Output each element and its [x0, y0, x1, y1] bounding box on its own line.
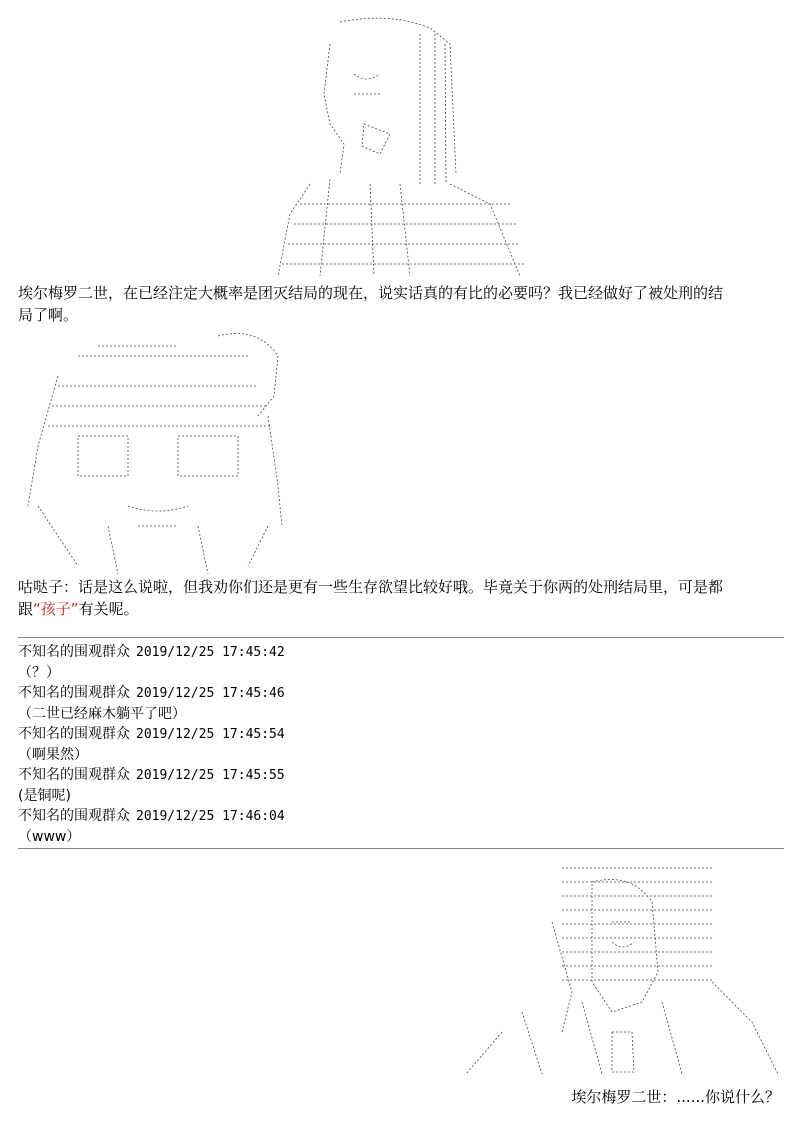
dialog-text: 有关呢。: [78, 600, 139, 618]
comment-user: 不知名的围观群众: [18, 808, 130, 824]
highlighted-word: “孩子”: [33, 600, 79, 618]
comment-item: [18, 683, 784, 724]
comment-header: [18, 765, 784, 786]
comment-text: （www）: [18, 828, 81, 845]
dialog-text: 跟: [18, 600, 34, 618]
comment-header: [18, 642, 784, 663]
comment-header: [18, 683, 784, 704]
gudako-ascii-art: [18, 326, 290, 574]
comment-time: 2019/12/25 17:45:54: [136, 727, 285, 742]
dialog-line: 埃尔梅罗二世，在已经注定大概率是团灭结局的现在，说实话真的有比的必要吗？我已经做好了被处刑的结: [18, 284, 724, 302]
comment-user: 不知名的围观群众: [18, 644, 130, 660]
comment-text: （二世已经麻木躺平了吧）: [18, 705, 186, 722]
dialog-gudako: [18, 576, 784, 620]
comment-text: (是铜呢): [18, 787, 71, 804]
comment-list: [18, 642, 784, 847]
comment-user: 不知名的围观群众: [18, 685, 130, 701]
dialog-line: 局了啊。: [18, 306, 79, 324]
dialog-line: [18, 598, 784, 620]
comment-item: [18, 724, 784, 765]
dialog-line: 咕哒子：话是这么说啦，但我劝你们还是更有一些生存欲望比较好哦。毕竟关于你两的处刑结局里，可是都: [18, 578, 724, 596]
comment-user: 不知名的围观群众: [18, 726, 130, 742]
el-melloi-closeup-ascii-art: [462, 862, 780, 1074]
comment-item: [18, 642, 784, 683]
comment-header: [18, 806, 784, 827]
comments-top-divider: [18, 637, 784, 638]
comment-time: 2019/12/25 17:45:46: [136, 686, 285, 701]
comment-text: （？）: [18, 664, 60, 681]
comments-bottom-divider: [18, 848, 784, 849]
comment-time: 2019/12/25 17:45:42: [136, 645, 285, 660]
comment-item: [18, 806, 784, 847]
comment-item: [18, 765, 784, 806]
comment-user: 不知名的围观群众: [18, 767, 130, 783]
el-melloi-ascii-art: [270, 14, 532, 276]
comment-time: 2019/12/25 17:46:04: [136, 809, 285, 824]
final-dialog: 埃尔梅罗二世：......你说什么？: [571, 1088, 780, 1106]
dialog-el-melloi: [18, 282, 784, 326]
comment-time: 2019/12/25 17:45:55: [136, 768, 285, 783]
comment-header: [18, 724, 784, 745]
comment-text: （啊果然）: [18, 746, 88, 763]
